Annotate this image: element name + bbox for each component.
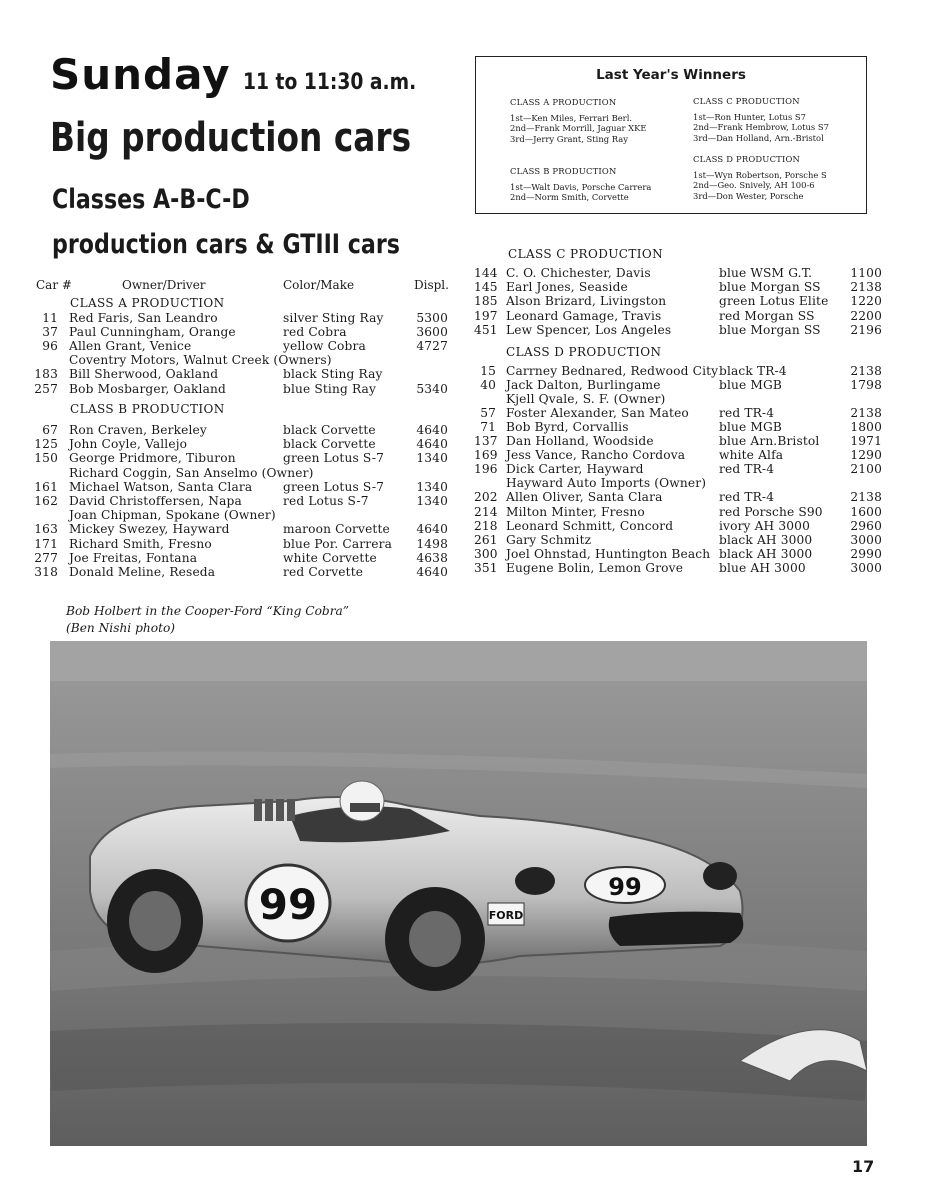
car-number: 257: [34, 381, 58, 396]
car-number: 162: [34, 494, 58, 508]
color-make: green Lotus Elite: [719, 294, 829, 309]
winners-class-heading: CLASS D PRODUCTION: [693, 154, 801, 164]
displacement: 1290: [850, 448, 882, 463]
color-make: blue Sting Ray: [283, 381, 377, 396]
winner-line: 2nd—Frank Morrill, Jaguar XKE: [510, 123, 647, 134]
car-number: 15: [480, 364, 496, 378]
winner-line: 2nd—Frank Hembrow, Lotus S7: [693, 122, 829, 133]
winner-line: 3rd—Jerry Grant, Sting Ray: [510, 133, 628, 144]
winner-line: 2nd—Norm Smith, Corvette: [510, 192, 629, 203]
car-number: 57: [480, 406, 496, 421]
owner-driver: Mickey Swezey, Hayward: [69, 522, 230, 537]
color-make: red TR-4: [719, 462, 775, 477]
owner-driver: Joel Ohnstad, Huntington Beach: [506, 546, 711, 561]
classes-subtitle: Classes A-B-C-D: [52, 184, 250, 215]
owner-driver: Joan Chipman, Spokane (Owner): [69, 508, 276, 523]
displacement: 2990: [850, 546, 882, 561]
color-make: red Lotus S-7: [283, 494, 369, 508]
class-a-heading: CLASS A PRODUCTION: [70, 296, 225, 310]
color-make: silver Sting Ray: [283, 311, 384, 325]
winner-line: 3rd—Don Wester, Porsche: [693, 190, 804, 201]
displacement: 1340: [416, 494, 448, 508]
car-number: 96: [42, 339, 58, 354]
color-make: maroon Corvette: [283, 522, 390, 537]
color-make: red TR-4: [719, 490, 775, 505]
race-car-illustration: [50, 641, 867, 1146]
car-number: 451: [474, 322, 498, 337]
owner-driver: Eugene Bolin, Lemon Grove: [506, 560, 684, 575]
winners-class-heading: CLASS C PRODUCTION: [693, 96, 800, 106]
color-make: blue Morgan SS: [719, 280, 821, 295]
winners-class-d: [693, 154, 827, 201]
class-b-heading: CLASS B PRODUCTION: [70, 402, 225, 416]
winners-class-a: [510, 97, 646, 144]
car-number: 37: [42, 325, 58, 340]
owner-driver: Donald Meline, Reseda: [69, 565, 216, 579]
displacement: 4727: [416, 339, 448, 354]
column-car-number: Car #: [36, 278, 72, 292]
displacement: 4640: [416, 423, 448, 437]
displacement: 3600: [416, 325, 448, 340]
car-number: 196: [474, 462, 498, 477]
car-number: 351: [474, 560, 498, 575]
owner-driver: Bob Byrd, Corvallis: [506, 420, 629, 435]
owner-driver: John Coyle, Vallejo: [69, 437, 188, 452]
color-make: green Lotus S-7: [283, 479, 385, 494]
car-number: 300: [474, 546, 498, 561]
owner-driver: Carrney Bednared, Redwood City: [506, 364, 719, 378]
owner-driver: Allen Grant, Venice: [69, 339, 192, 354]
car-number: 150: [34, 451, 58, 466]
car-number: 202: [474, 490, 498, 505]
owner-driver: Milton Minter, Fresno: [506, 504, 645, 519]
color-make: red Corvette: [283, 565, 364, 579]
owner-driver: Red Faris, San Leandro: [69, 311, 218, 325]
color-make: white Corvette: [283, 550, 377, 565]
car-number: 144: [474, 266, 498, 280]
color-make: black Corvette: [283, 423, 376, 437]
color-make: red Porsche S90: [719, 504, 823, 519]
color-make: blue WSM G.T.: [719, 266, 813, 280]
column-owner-driver: Owner/Driver: [122, 278, 206, 292]
owner-driver: Dan Holland, Woodside: [506, 434, 654, 449]
color-make: black Corvette: [283, 437, 376, 452]
winner-line: 1st—Ron Hunter, Lotus S7: [693, 111, 806, 122]
displacement: 1220: [850, 294, 882, 309]
displacement: 2138: [850, 364, 882, 378]
car-number: 261: [474, 532, 498, 547]
race-car-photo: [50, 641, 867, 1146]
color-make: blue Por. Carrera: [283, 536, 393, 551]
displacement: 1100: [850, 266, 882, 280]
car-number: 163: [34, 522, 58, 537]
car-number: 277: [34, 550, 58, 565]
color-make: blue MGB: [719, 420, 783, 435]
owner-driver: Earl Jones, Seaside: [506, 280, 628, 295]
displacement: 3000: [850, 560, 882, 575]
displacement: 1340: [416, 479, 448, 494]
car-number: 197: [474, 308, 498, 323]
owner-driver: Coventry Motors, Walnut Creek (Owners): [69, 353, 332, 368]
owner-driver: Foster Alexander, San Mateo: [506, 406, 689, 421]
owner-driver: Richard Coggin, San Anselmo (Owner): [69, 465, 314, 480]
class-c-heading: CLASS C PRODUCTION: [508, 247, 664, 261]
class-d-heading: CLASS D PRODUCTION: [506, 345, 662, 359]
caption-credit: (Ben Nishi photo): [66, 621, 176, 635]
displacement: 2200: [850, 308, 882, 323]
displacement: 2138: [850, 280, 882, 295]
color-make: red Cobra: [283, 325, 347, 340]
car-number: 67: [42, 423, 58, 437]
owner-driver: Alson Brizard, Livingston: [506, 294, 667, 309]
winner-line: 1st—Ken Miles, Ferrari Berl.: [510, 112, 633, 123]
displacement: 1800: [850, 420, 882, 435]
color-make: blue MGB: [719, 378, 783, 393]
owner-driver: Michael Watson, Santa Clara: [69, 479, 253, 494]
car-number: 185: [474, 294, 498, 309]
displacement: 2960: [850, 518, 882, 533]
owner-driver: Dick Carter, Hayward: [506, 462, 644, 477]
car-number: 145: [474, 280, 498, 295]
color-make: black AH 3000: [719, 546, 813, 561]
photo-caption: [66, 603, 349, 637]
owner-driver: Bob Mosbarger, Oakland: [69, 381, 226, 396]
car-number: 125: [34, 437, 58, 452]
column-displacement: Displ.: [414, 278, 449, 292]
color-make: black AH 3000: [719, 532, 813, 547]
car-number: 183: [34, 367, 58, 382]
winner-line: 2nd—Geo. Snively, AH 100-6: [693, 180, 815, 191]
last-years-winners-box: [475, 56, 867, 214]
winner-line: 1st—Walt Davis, Porsche Carrera: [510, 181, 652, 192]
owner-driver: Paul Cunningham, Orange: [69, 325, 236, 340]
owner-driver: Jack Dalton, Burlingame: [506, 378, 661, 393]
winners-class-c: [693, 96, 829, 143]
displacement: 2196: [850, 322, 882, 337]
owner-driver: Hayward Auto Imports (Owner): [506, 476, 707, 491]
cars-subtitle: production cars & GTIII cars: [52, 229, 400, 260]
color-make: black Sting Ray: [283, 367, 383, 382]
winners-class-heading: CLASS B PRODUCTION: [510, 166, 617, 176]
winner-line: 3rd—Dan Holland, Arn.-Bristol: [693, 132, 824, 143]
displacement: 3000: [850, 532, 882, 547]
car-number: 137: [474, 434, 498, 449]
column-color-make: Color/Make: [283, 278, 355, 292]
color-make: ivory AH 3000: [719, 518, 810, 533]
displacement: 2100: [850, 462, 882, 477]
winners-class-heading: CLASS A PRODUCTION: [510, 97, 617, 107]
event-title: Big production cars: [50, 115, 412, 161]
car-number: 11: [42, 311, 58, 325]
displacement: 5300: [416, 311, 448, 325]
car-number: 40: [480, 378, 496, 393]
color-make: blue Morgan SS: [719, 322, 821, 337]
displacement: 4640: [416, 565, 448, 579]
owner-driver: Joe Freitas, Fontana: [69, 550, 198, 565]
owner-driver: Jess Vance, Rancho Cordova: [506, 448, 686, 463]
car-number-front: 99: [608, 873, 642, 901]
caption-line: Bob Holbert in the Cooper-Ford “King Cobra”: [66, 604, 350, 618]
owner-driver: Leonard Schmitt, Concord: [506, 518, 674, 533]
color-make: black TR-4: [719, 364, 787, 378]
displacement: 4638: [416, 550, 448, 565]
displacement: 1600: [850, 504, 882, 519]
owner-driver: David Christoffersen, Napa: [69, 494, 242, 508]
car-number: 169: [474, 448, 498, 463]
owner-driver: C. O. Chichester, Davis: [506, 266, 651, 280]
displacement: 2138: [850, 490, 882, 505]
owner-driver: Lew Spencer, Los Angeles: [506, 322, 672, 337]
owner-driver: Leonard Gamage, Travis: [506, 308, 662, 323]
owner-driver: Ron Craven, Berkeley: [69, 423, 207, 437]
owner-driver: George Pridmore, Tiburon: [69, 451, 236, 466]
displacement: 1798: [850, 378, 882, 393]
color-make: red Morgan SS: [719, 308, 815, 323]
color-make: blue AH 3000: [719, 560, 806, 575]
color-make: green Lotus S-7: [283, 451, 385, 466]
winner-line: 1st—Wyn Robertson, Porsche S: [693, 169, 827, 180]
time-heading: 11 to 11:30 a.m.: [243, 70, 417, 95]
displacement: 4640: [416, 522, 448, 537]
car-number: 161: [34, 479, 58, 494]
displacement: 5340: [416, 381, 448, 396]
owner-driver: Kjell Qvale, S. F. (Owner): [506, 392, 666, 407]
car-number: 218: [474, 518, 498, 533]
owner-driver: Gary Schmitz: [506, 532, 592, 547]
winners-title: Last Year's Winners: [596, 67, 746, 83]
page-number: 17: [852, 1157, 875, 1176]
car-number-side: 99: [258, 880, 318, 929]
car-number: 171: [34, 536, 58, 551]
displacement: 1498: [416, 536, 448, 551]
car-number: 318: [34, 565, 58, 579]
displacement: 2138: [850, 406, 882, 421]
color-make: white Alfa: [719, 448, 784, 463]
day-heading: Sunday: [50, 50, 231, 99]
car-number: 214: [474, 504, 498, 519]
displacement: 1971: [850, 434, 882, 449]
winners-class-b: [510, 166, 651, 203]
ford-decal: FORD: [488, 909, 524, 922]
color-make: blue Arn.Bristol: [719, 434, 820, 449]
owner-driver: Allen Oliver, Santa Clara: [506, 490, 663, 505]
color-make: red TR-4: [719, 406, 775, 421]
displacement: 1340: [416, 451, 448, 466]
color-make: yellow Cobra: [283, 339, 366, 354]
displacement: 4640: [416, 437, 448, 452]
owner-driver: Bill Sherwood, Oakland: [69, 367, 219, 382]
car-number: 71: [480, 420, 496, 435]
owner-driver: Richard Smith, Fresno: [69, 536, 212, 551]
